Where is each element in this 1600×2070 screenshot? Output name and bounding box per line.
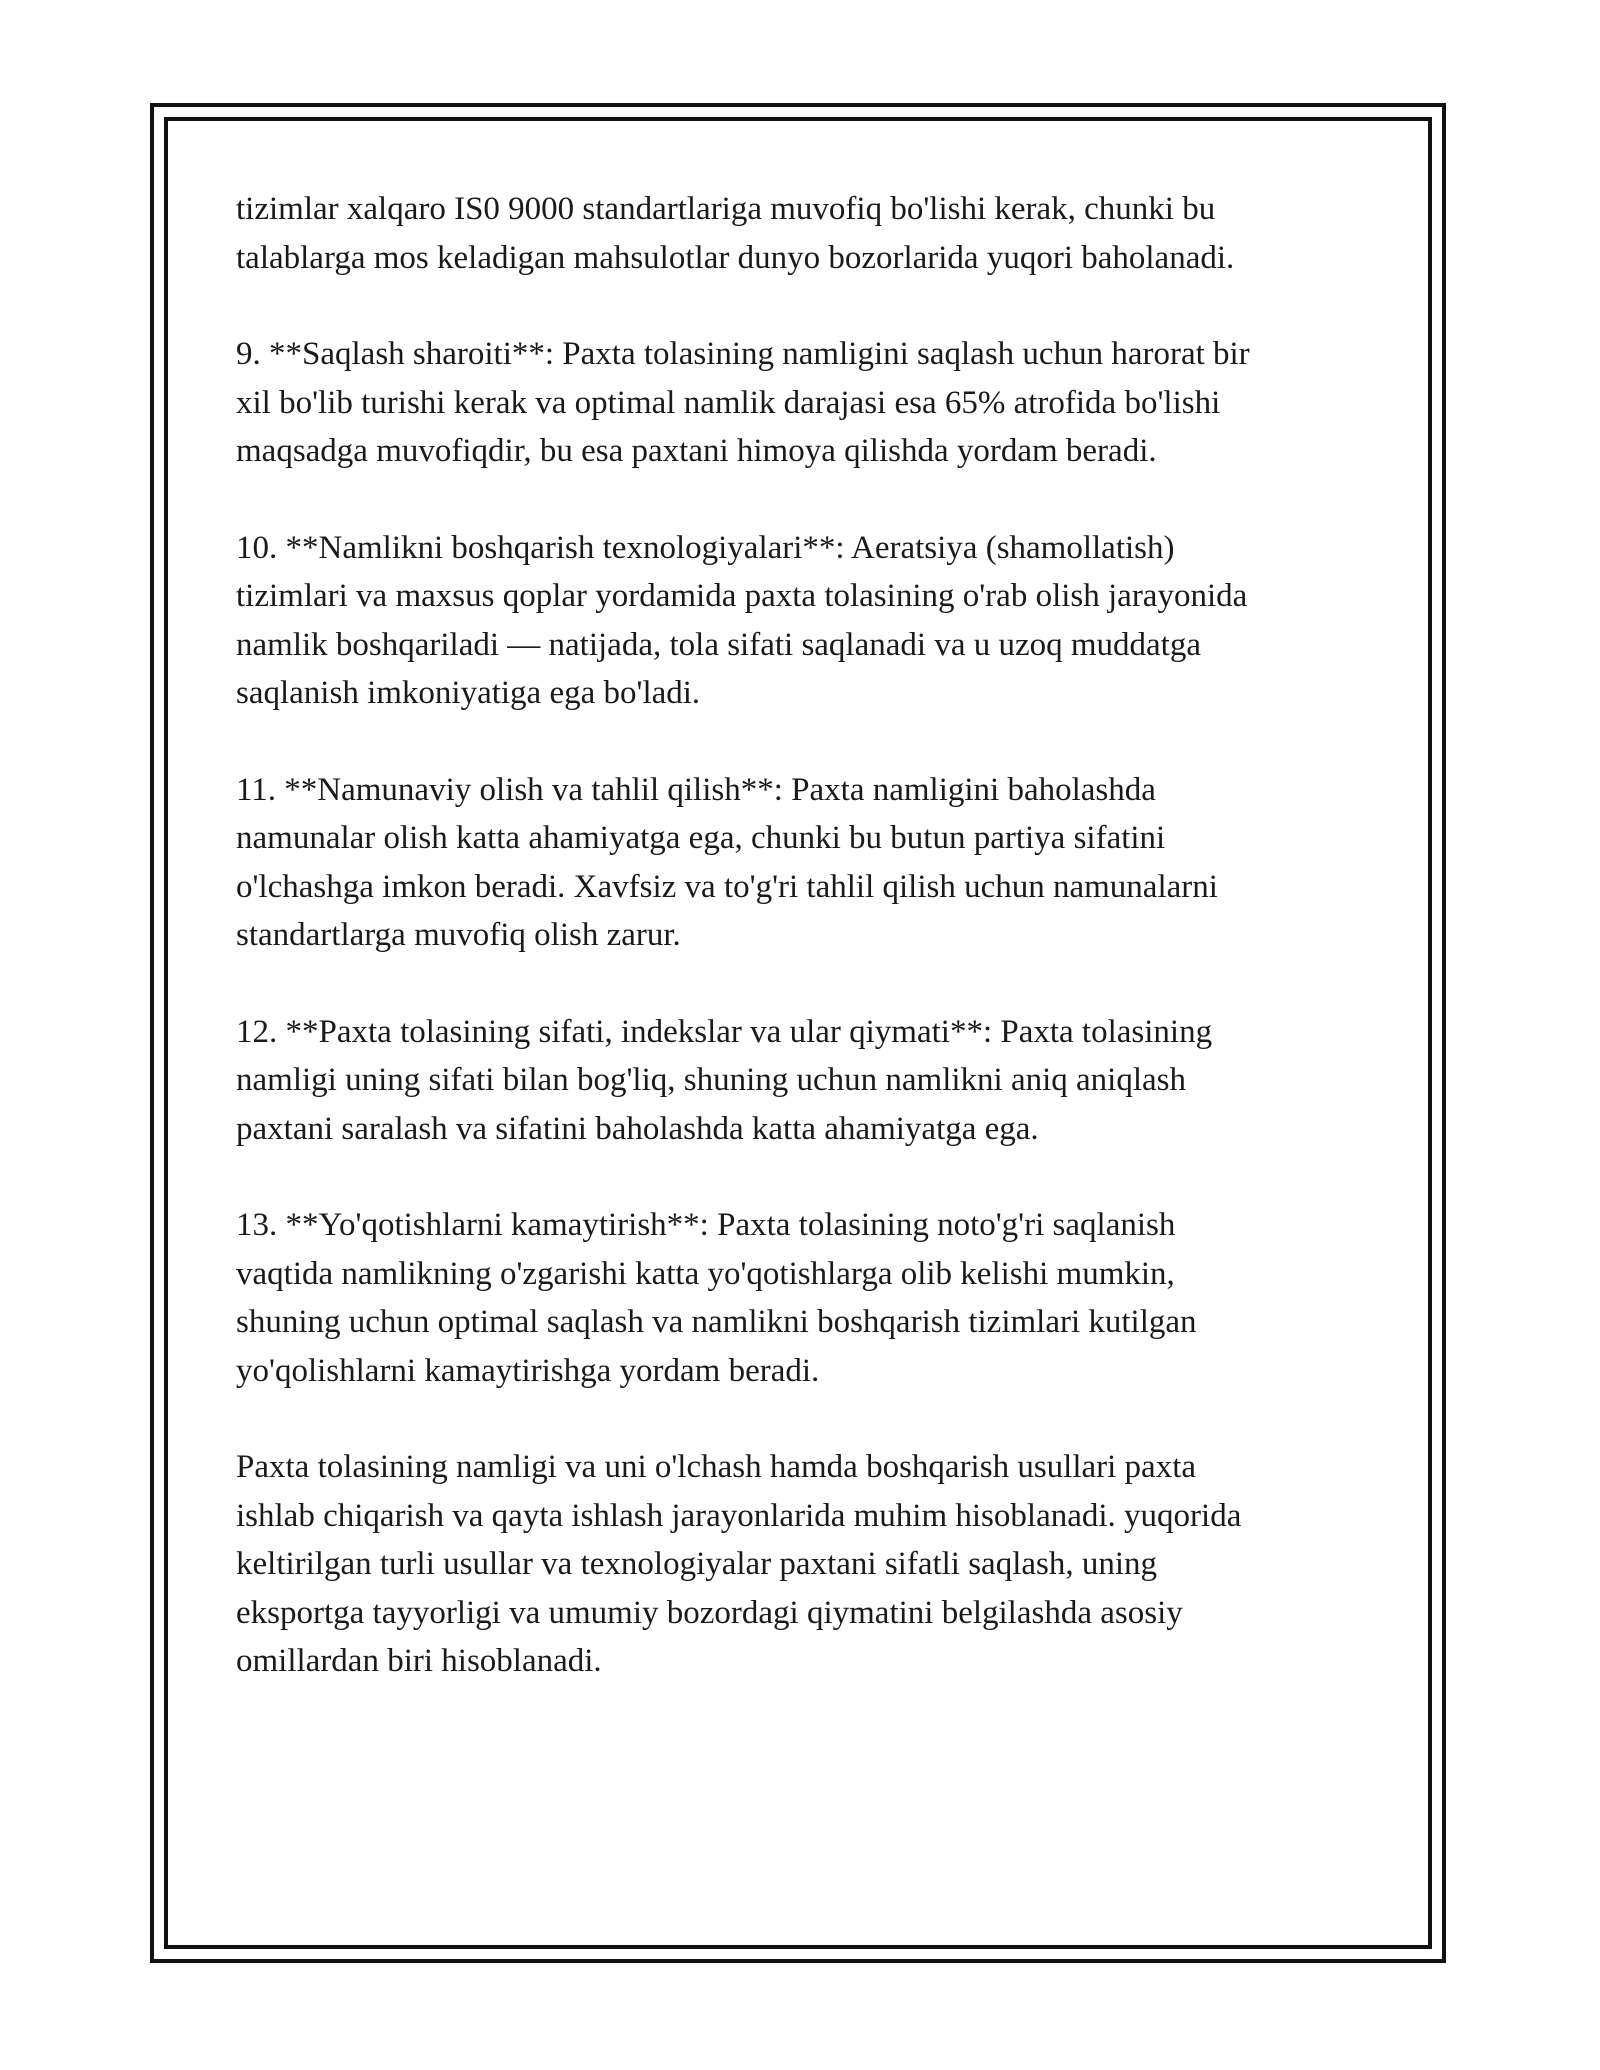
- document-body: [236, 185, 1376, 1686]
- paragraph-item-11: 11. **Namunaviy olish va tahlil qilish**: Paxta namligini baholashda namunalar olish katta ahamiyatga ega, chunki bu butun partiya sifatini o'lchashga imkon beradi. Xavfsiz va to'g'ri tahlil qilish uchun namunalarni standartlarga muvofiq olish zarur.: [236, 771, 1218, 953]
- paragraph-item-10: 10. **Namlikni boshqarish texnologiyalari**: Aeratsiya (shamollatish) tizimlari va maxsus qoplar yordamida paxta tolasining o'rab olish jarayonida namlik boshqariladi — natijada, tola sifati saqlanadi va u uzoq muddatga saqlanish imkoniyatiga ega bo'ladi.: [236, 529, 1248, 711]
- paragraph-item-12: 12. **Paxta tolasining sifati, indekslar va ular qiymati**: Paxta tolasining namligi uning sifati bilan bog'liq, shuning uchun namlikni aniq aniqlash paxtani saralash va sifatini baholashda katta ahamiyatga ega.: [236, 1013, 1213, 1147]
- paragraph-conclusion: Paxta tolasining namligi va uni o'lchash hamda boshqarish usullari paxta ishlab chiqarish va qayta ishlash jarayonlarida muhim hisoblanadi. yuqorida keltirilgan turli usullar va texnologiyalar paxtani sifatli saqlash, uning eksportga tayyorligi va umumiy bozordagi qiymatini belgilashda asosiy omillardan biri hisoblanadi.: [236, 1449, 1242, 1679]
- paragraph-item-13: 13. **Yo'qotishlarni kamaytirish**: Paxta tolasining noto'g'ri saqlanish vaqtida namlikning o'zgarishi katta yo'qotishlarga olib kelishi mumkin, shuning uchun optimal saqlash va namlikni boshqarish tizimlari kutilgan yo'qolishlarni kamaytirishga yordam beradi.: [236, 1207, 1197, 1389]
- paragraph-item-9: 9. **Saqlash sharoiti**: Paxta tolasining namligini saqlash uchun harorat bir xil bo'lib turishi kerak va optimal namlik darajasi esa 65% atrofida bo'lishi maqsadga muvofiqdir, bu esa paxtani himoya qilishda yordam beradi.: [236, 336, 1250, 469]
- paragraph-intro-continuation: tizimlar xalqaro IS0 9000 standartlariga muvofiq bo'lishi kerak, chunki bu talablarga mos keladigan mahsulotlar dunyo bozorlarida yuqori baholanadi.: [236, 191, 1235, 276]
